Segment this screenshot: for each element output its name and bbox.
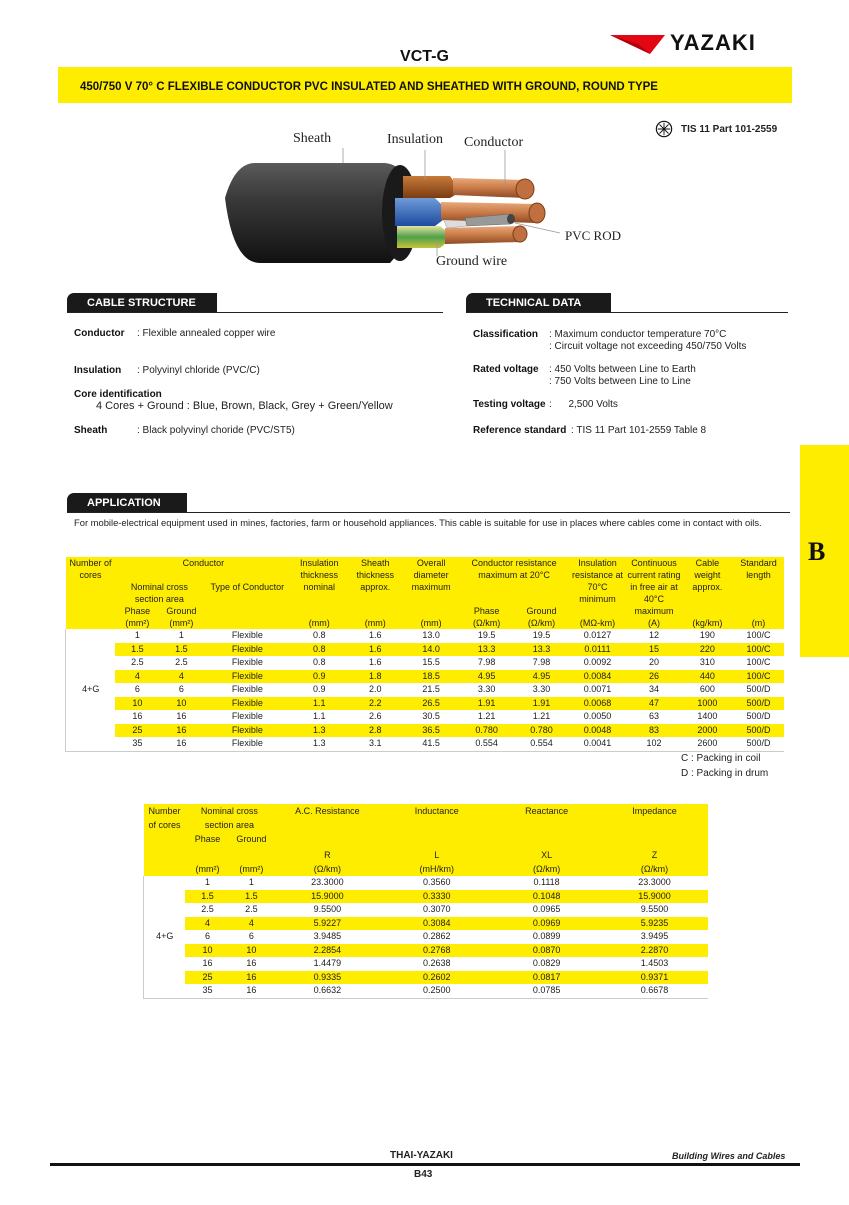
th-number-of-cores: Number of cores	[66, 557, 116, 629]
table-row	[66, 737, 785, 751]
th-unit-ins: (mm)	[291, 617, 347, 629]
table-cell: 0.8	[291, 643, 347, 657]
th2-unit-phase: (mm²)	[185, 846, 229, 876]
table-cell: 0.2602	[381, 971, 492, 985]
table-cell: 10	[115, 697, 159, 711]
table-row	[144, 944, 709, 958]
table-cell: 3.30	[477, 684, 496, 694]
table-cell: 1.21	[477, 711, 496, 721]
table-cell: 0.9371	[601, 971, 708, 985]
th-insulation-thickness: Insulation thickness nominal	[291, 557, 347, 617]
core-identification-value: 4 Cores + Ground : Blue, Brown, Black, Grey + Green/Yellow	[96, 400, 393, 412]
table-cell: 1.3	[313, 738, 326, 748]
table-row	[66, 670, 785, 684]
table-cell: 6	[204, 931, 210, 941]
table-row	[66, 683, 785, 697]
technical-data-section	[466, 293, 788, 313]
table-cell: 13.0	[422, 630, 440, 640]
table-cell: 0.3330	[381, 890, 492, 904]
table-cell: 0.3560	[422, 877, 451, 887]
table-cell: 21.5	[422, 684, 440, 694]
th-unit-sheath: (mm)	[347, 617, 403, 629]
table-row	[66, 629, 785, 643]
th2-unit-z: (Ω/km)	[640, 864, 669, 874]
th2-phase: Phase	[185, 832, 229, 846]
subtitle-band: 450/750 V 70° C FLEXIBLE CONDUCTOR PVC INSULATED AND SHEATHED WITH GROUND, ROUND TYPE	[58, 67, 792, 103]
testing-voltage-label: Testing voltage	[473, 399, 546, 410]
table-cell: 0.9	[291, 670, 347, 684]
table-cell: 41.5	[422, 738, 440, 748]
conductor-value: : Flexible annealed copper wire	[137, 328, 276, 339]
th2-reactance: Reactance	[492, 804, 601, 846]
table-cell: Flexible	[231, 684, 263, 694]
table-cell: 100/C	[746, 657, 771, 667]
th2-ac-resistance: A.C. Resistance	[273, 804, 381, 846]
table-cell: 1.1	[313, 711, 326, 721]
table-cell: 500/D	[733, 697, 784, 711]
th2-r	[273, 846, 381, 876]
table-cell: 2600	[697, 738, 718, 748]
table-cell: 63	[648, 711, 659, 721]
table-cell: 6	[178, 684, 184, 694]
th-conductor-resistance: Conductor resistance maximum at 20°C	[459, 557, 569, 581]
th-unit-current: (A)	[626, 617, 682, 629]
table-cell: 16	[229, 971, 273, 985]
table-cell: Flexible	[231, 711, 263, 721]
table-cell: 0.0829	[532, 958, 561, 968]
label-insulation: Insulation	[387, 132, 443, 147]
table-cell: 25	[185, 971, 229, 985]
testing-voltage-value: : 2,500 Volts	[549, 399, 618, 410]
table-cell: 0.2638	[422, 958, 451, 968]
table-cell: 26.5	[403, 697, 459, 711]
electrical-table	[143, 804, 708, 999]
table-row	[66, 697, 785, 711]
th-unit-res-phase: (Ω/km)	[459, 617, 514, 629]
table-cell: 0.0111	[569, 643, 626, 657]
table-cell: Flexible	[203, 670, 291, 684]
table-cell: 47	[626, 697, 682, 711]
classification-value-1: : Maximum conductor temperature 70°C	[549, 329, 727, 340]
conductor-label: Conductor	[74, 328, 125, 339]
label-sheath: Sheath	[293, 131, 332, 146]
table-cell: 500/D	[746, 684, 771, 694]
core-identification-label: Core identification	[74, 389, 162, 400]
th2-impedance: Impedance	[601, 804, 708, 846]
table-cell: 2.5	[245, 904, 258, 914]
table-cell: 15	[626, 643, 682, 657]
table-row	[144, 917, 709, 931]
table-cell: 0.2768	[381, 944, 492, 958]
classification-value-2: : Circuit voltage not exceeding 450/750 Volts	[549, 341, 747, 352]
table-cell: 4	[185, 917, 229, 931]
rated-voltage-value-2: : 750 Volts between Line to Line	[549, 376, 691, 387]
reference-standard-label: Reference standard	[473, 425, 567, 436]
table-cell: 36.5	[403, 724, 459, 738]
table-cell: 19.5	[477, 630, 496, 640]
table-cell: 2.2	[347, 697, 403, 711]
table-cell: 13.3	[514, 643, 569, 657]
table-row	[144, 971, 709, 985]
table-cell: 0.1118	[533, 877, 560, 887]
table-row	[66, 656, 785, 670]
footer-page-number: B43	[414, 1169, 433, 1180]
table-cell: 2.8	[347, 724, 403, 738]
sheath-value: : Black polyvinyl choride (PVC/ST5)	[137, 425, 295, 436]
table-cell: 1.4503	[640, 958, 669, 968]
brand-name: YAZAKI	[670, 30, 756, 55]
rated-voltage-value-1: : 450 Volts between Line to Earth	[549, 364, 696, 375]
table-cell: 23.3000	[638, 877, 671, 887]
table-row	[144, 903, 709, 917]
table-cell: 6	[248, 931, 254, 941]
yazaki-logo	[610, 30, 790, 56]
table-cell: 0.0965	[532, 904, 561, 914]
technical-data-heading: TECHNICAL DATA	[466, 293, 611, 313]
table-cell: 1	[248, 877, 254, 887]
th-res-phase: Phase	[459, 581, 514, 617]
table-cell: 4	[115, 670, 159, 684]
table-cell: 16	[159, 724, 203, 738]
application-text: For mobile-electrical equipment used in mines, factories, farm or household appliances. This cable is suitable for use in places where cables come in contact with oils.	[74, 517, 762, 528]
label-pvc-rod: PVC ROD	[565, 228, 621, 243]
brown-conductor	[453, 178, 525, 198]
table-cell: 1.6	[368, 657, 382, 667]
table-cell: 0.554	[475, 738, 498, 748]
th2-z	[601, 846, 708, 876]
table-cell: 100/C	[733, 670, 784, 684]
th2-ground: Ground	[229, 832, 273, 846]
th-unit-res-ground: (Ω/km)	[514, 617, 569, 629]
logo-mark-icon	[610, 30, 666, 56]
table-row	[66, 710, 785, 724]
application-section	[67, 493, 790, 513]
table-cell: 16	[202, 958, 213, 968]
th2-l	[381, 846, 492, 876]
cable-diagram	[215, 128, 635, 268]
table-cell: 19.5	[532, 630, 551, 640]
table-row	[144, 890, 709, 904]
table-cell: 0.8	[313, 630, 326, 640]
note-coil: C : Packing in coil	[681, 753, 761, 764]
table-cell: 500/D	[733, 724, 784, 738]
brown-core	[403, 176, 455, 198]
table-cell: 0.0071	[583, 684, 612, 694]
th-sheath-thickness: Sheath thickness approx.	[347, 557, 403, 617]
table-row	[144, 930, 709, 944]
table-row	[144, 957, 709, 971]
table-cell: 4.95	[514, 670, 569, 684]
cores-cell: 4+G	[66, 629, 116, 751]
table-cell: 1.5	[159, 643, 203, 657]
table-cell: 35	[202, 985, 213, 995]
table-cell: 1.5	[185, 890, 229, 904]
table-cell: 3.30	[532, 684, 551, 694]
table-cell: 0.6678	[640, 985, 669, 995]
table-cell: 4	[229, 917, 273, 931]
table-cell: 0.9335	[273, 971, 381, 985]
th2-xl	[492, 846, 601, 876]
table-cell: 30.5	[422, 711, 440, 721]
table-cell: 15.9000	[601, 890, 708, 904]
table-cell: 2.2870	[601, 944, 708, 958]
th-standard-length: Standard length	[733, 557, 784, 617]
footer-category: Building Wires and Cables	[672, 1151, 786, 1161]
th2-inductance: Inductance	[381, 804, 492, 846]
table-cell: 0.0068	[569, 697, 626, 711]
table-cell: Flexible	[203, 643, 291, 657]
table-cell: 100/C	[733, 643, 784, 657]
standard-mark	[655, 120, 777, 138]
table-cell: 0.0899	[532, 931, 561, 941]
note-drum: D : Packing in drum	[681, 768, 769, 779]
green-yellow-core	[397, 226, 447, 248]
table-cell: 1.6	[347, 643, 403, 657]
table-cell: 0.2862	[422, 931, 451, 941]
table-cell: 23.3000	[311, 877, 344, 887]
specification-table	[65, 557, 784, 752]
standard-text: TIS 11 Part 101-2559	[681, 123, 778, 135]
table-row	[66, 643, 785, 657]
table-cell: 16	[246, 958, 257, 968]
table-cell: 0.3070	[422, 904, 451, 914]
label-conductor: Conductor	[464, 135, 524, 150]
table-cell: 35	[132, 738, 143, 748]
table-cell: 15.5	[422, 657, 440, 667]
table-cell: 0.0817	[492, 971, 601, 985]
table-cell: 9.5500	[640, 904, 669, 914]
sheath-label: Sheath	[74, 425, 108, 436]
section-tab	[800, 445, 849, 657]
table-cell: 0.9	[313, 684, 326, 694]
table-cell: 1	[134, 630, 140, 640]
table-cell: 1.8	[347, 670, 403, 684]
table-cell: 16	[132, 711, 143, 721]
label-ground-wire: Ground wire	[436, 254, 508, 269]
table-cell: Flexible	[203, 724, 291, 738]
table-cell: 0.0092	[583, 657, 612, 667]
table-cell: 13.3	[459, 643, 514, 657]
table-cell: 1400	[697, 711, 718, 721]
th-phase: Phase	[115, 605, 159, 617]
cores-cell: 4+G	[144, 876, 186, 998]
table-cell: 0.0050	[583, 711, 612, 721]
rated-voltage-label: Rated voltage	[473, 364, 539, 375]
th2-symbol-xl: XL	[541, 850, 553, 860]
table-cell: 3.1	[368, 738, 382, 748]
pvc-rod	[507, 214, 515, 224]
table-cell: 10	[229, 944, 273, 958]
table-cell: 1.91	[514, 697, 569, 711]
table-cell: 18.5	[403, 670, 459, 684]
th-res-ground: Ground	[514, 581, 569, 617]
table-cell: 1.4479	[313, 958, 342, 968]
table-cell: 3.9495	[640, 931, 669, 941]
th2-unit-xl: (Ω/km)	[532, 864, 561, 874]
table-cell: 0.6632	[313, 985, 342, 995]
table-cell: 16	[176, 711, 187, 721]
th2-unit-r: (Ω/km)	[313, 864, 341, 874]
ground-conductor	[445, 226, 520, 244]
table-cell: 16	[176, 738, 187, 748]
table-cell: 10	[185, 944, 229, 958]
th2-symbol-l: L	[434, 850, 440, 860]
reference-standard-value: : TIS 11 Part 101-2559 Table 8	[571, 425, 707, 436]
table-cell: 0.1048	[492, 890, 601, 904]
table-cell: 190	[699, 630, 715, 640]
cable-structure-heading: CABLE STRUCTURE	[67, 293, 217, 313]
table-cell: 2.6	[368, 711, 382, 721]
table-cell: 0.780	[514, 724, 569, 738]
table-cell: 3.9485	[313, 931, 342, 941]
table-cell: 1.91	[459, 697, 514, 711]
table-cell: 7.98	[532, 657, 551, 667]
table-cell: 2.0	[368, 684, 382, 694]
table-cell: 1.5	[115, 643, 159, 657]
th-conductor: Conductor	[115, 557, 291, 581]
th2-unit-l: (mH/km)	[419, 864, 454, 874]
table-cell: 0.0969	[492, 917, 601, 931]
table-cell: 4.95	[459, 670, 514, 684]
th2-nominal-cross-section: Nominal cross section area	[185, 804, 273, 832]
classification-label: Classification	[473, 329, 539, 340]
table-cell: 0.2500	[422, 985, 451, 995]
table-cell: 5.9235	[601, 917, 708, 931]
insulation-value: : Polyvinyl chloride (PVC/C)	[137, 365, 260, 376]
th-cable-weight: Cable weight approx.	[682, 557, 733, 617]
table-cell: 20	[648, 657, 659, 667]
footer-company: THAI-YAZAKI	[390, 1150, 453, 1161]
th-unit-length: (m)	[733, 617, 784, 629]
th-current-rating: Continuous current rating in free air at 40°C maximum	[627, 558, 681, 616]
table-cell: 0.0870	[492, 944, 601, 958]
th-nominal-cross-section: Nominal cross section area	[115, 581, 203, 605]
table-cell: 1.5	[229, 890, 273, 904]
th2-number-of-cores: Number of cores	[144, 804, 186, 876]
table-cell: 1.3	[291, 724, 347, 738]
table-cell: 2.5	[175, 657, 188, 667]
table-cell: 14.0	[403, 643, 459, 657]
table-cell: 2.5	[131, 657, 144, 667]
table-cell: 7.98	[477, 657, 496, 667]
table-cell: 6	[134, 684, 140, 694]
th-unit-ground: (mm²)	[159, 617, 203, 629]
table-cell: 0.554	[530, 738, 553, 748]
th-unit-phase: (mm²)	[115, 617, 159, 629]
table-cell: 220	[682, 643, 733, 657]
table-cell: 0.3084	[381, 917, 492, 931]
page-title: VCT-G	[400, 48, 449, 65]
blue-core	[395, 198, 443, 226]
table-row	[144, 876, 709, 890]
table-cell: Flexible	[231, 657, 263, 667]
table-cell: 1.1	[291, 697, 347, 711]
table-cell: 440	[682, 670, 733, 684]
th2-symbol-z: Z	[651, 850, 658, 860]
insulation-label: Insulation	[74, 365, 122, 376]
th-overall-diameter: Overall diameter maximum	[403, 557, 459, 617]
footer-rule	[50, 1163, 800, 1166]
table-cell: 0.0785	[532, 985, 561, 995]
table-cell: 0.0084	[569, 670, 626, 684]
table-cell: 12	[648, 630, 659, 640]
table-cell: 0.8	[313, 657, 326, 667]
table-cell: 1	[204, 877, 210, 887]
table-cell: 500/D	[746, 711, 771, 721]
table-cell: 2.5	[201, 904, 214, 914]
table-cell: 25	[115, 724, 159, 738]
table-cell: 10	[159, 697, 203, 711]
table-cell: 83	[626, 724, 682, 738]
table-cell: 1.6	[368, 630, 382, 640]
table-cell: 0.0127	[583, 630, 612, 640]
table-cell: 15.9000	[273, 890, 381, 904]
table-row	[144, 984, 709, 998]
th-type-of-conductor: Type of Conductor	[203, 581, 291, 617]
th-unit-weight: (kg/km)	[682, 617, 733, 629]
application-heading: APPLICATION	[67, 493, 187, 513]
table-cell: 100/C	[746, 630, 771, 640]
table-cell: Flexible	[203, 697, 291, 711]
table-cell: Flexible	[231, 630, 263, 640]
table-cell: Flexible	[231, 738, 263, 748]
table-cell: 0.0048	[569, 724, 626, 738]
th-unit-overall: (mm)	[403, 617, 459, 629]
table-cell: 0.780	[459, 724, 514, 738]
th2-unit-ground: (mm²)	[229, 846, 273, 876]
th-unit-insres: (MΩ-km)	[569, 617, 626, 629]
table-cell: 34	[648, 684, 659, 694]
table-cell: 600	[699, 684, 715, 694]
table-cell: 2.2854	[273, 944, 381, 958]
table-cell: 4	[159, 670, 203, 684]
table-cell: 16	[246, 985, 257, 995]
th-ground: Ground	[159, 605, 203, 617]
table-cell: 1	[178, 630, 184, 640]
table-cell: 310	[699, 657, 715, 667]
table-cell: 500/D	[746, 738, 771, 748]
table-cell: 1000	[682, 697, 733, 711]
tis-certification-icon	[655, 120, 673, 138]
th-insulation-resistance: Insulation resistance at 70°C minimum	[569, 557, 626, 617]
table-cell: 0.0041	[583, 738, 612, 748]
table-cell: 1.21	[532, 711, 551, 721]
table-cell: 5.9227	[273, 917, 381, 931]
cable-structure-section	[67, 293, 443, 313]
th2-symbol-r: R	[324, 850, 331, 860]
table-cell: 26	[626, 670, 682, 684]
section-tab-letter: B	[808, 537, 826, 566]
table-cell: 2000	[682, 724, 733, 738]
table-cell: 102	[646, 738, 662, 748]
table-row	[66, 724, 785, 738]
table-cell: 9.5500	[313, 904, 342, 914]
